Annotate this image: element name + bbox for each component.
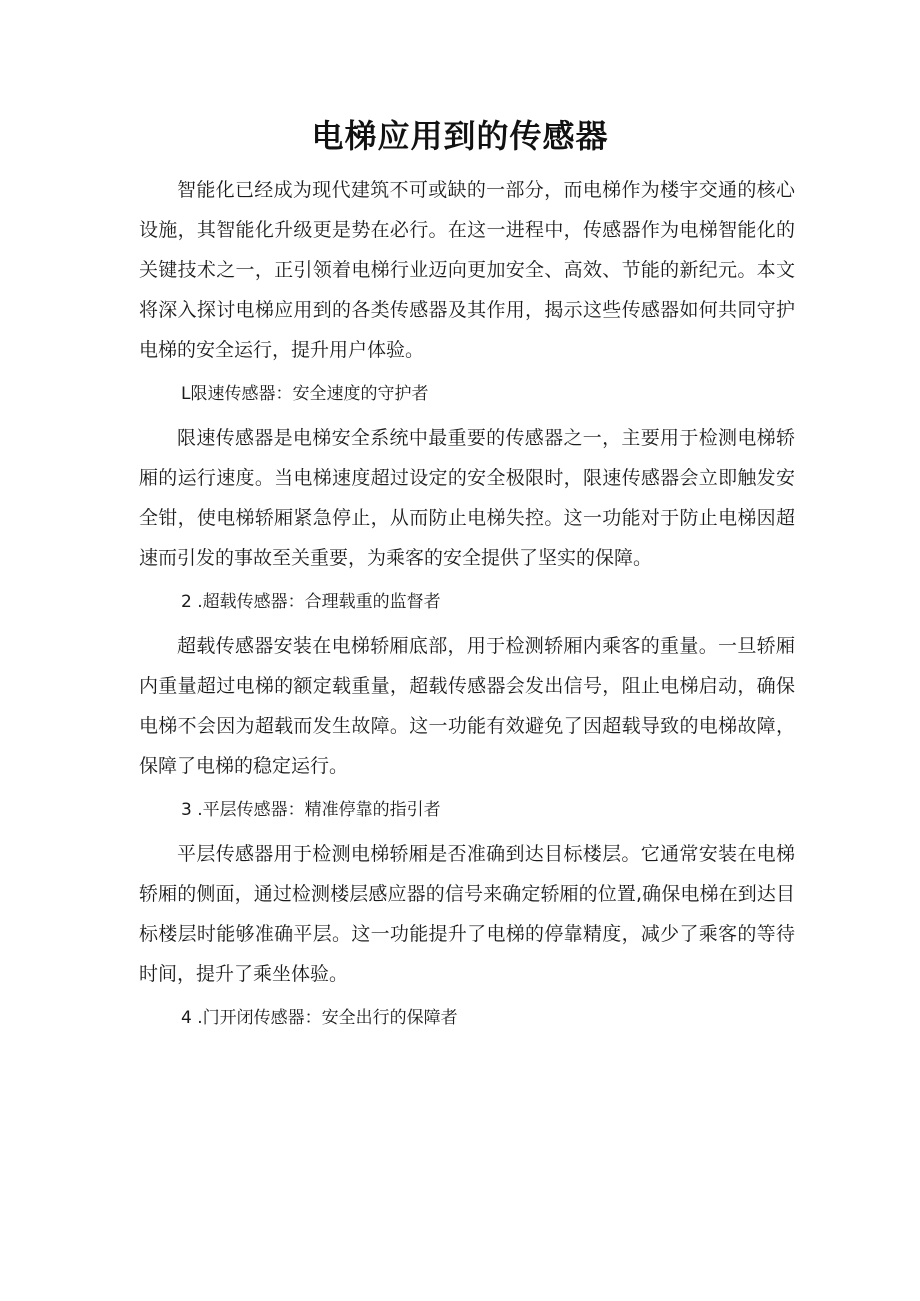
section-heading-leveling: 3 .平层传感器：精准停靠的指引者 [181,800,441,820]
section-heading-speed-limiter: L限速传感器：安全速度的守护者 [181,384,429,404]
section-heading-door: 4 .门开闭传感器：安全出行的保障者 [181,1008,458,1028]
section-body-leveling: 平层传感器用于检测电梯轿厢是否准确到达目标楼层。它通常安装在电梯轿厢的侧面，通过检测楼层感应器的信号来确定轿厢的位置,确保电梯在到达目标楼层时能够准确平层。这一功能提升了电梯的停靠精度，减少了乘客的等待时间，提升了乘坐体验。 [139,843,795,985]
document-title: 电梯应用到的传感器 [311,117,609,155]
section-body-speed-limiter: 限速传感器是电梯安全系统中最重要的传感器之一，主要用于检测电梯轿厢的运行速度。当电梯速度超过设定的安全极限时，限速传感器会立即触发安全钳，使电梯轿厢紧急停止，从而防止电梯失控。这一功能对于防止电梯因超速而引发的事故至关重要，为乘客的安全提供了坚实的保障。 [139,427,795,569]
document-body [139,170,795,1038]
section-heading-overload: 2 .超载传感器：合理载重的监督者 [181,592,441,612]
intro-paragraph: 智能化已经成为现代建筑不可或缺的一部分，而电梯作为楼宇交通的核心设施，其智能化升级更是势在必行。在这一进程中，传感器作为电梯智能化的关键技术之一，正引领着电梯行业迈向更加安全、高效、节能的新纪元。本文将深入探讨电梯应用到的各类传感器及其作用，揭示这些传感器如何共同守护电梯的安全运行，提升用户体验。 [139,179,795,361]
section-body-overload: 超载传感器安装在电梯轿厢底部，用于检测轿厢内乘客的重量。一旦轿厢内重量超过电梯的额定载重量，超载传感器会发出信号，阻止电梯启动，确保电梯不会因为超载而发生故障。这一功能有效避免了因超载导致的电梯故障，保障了电梯的稳定运行。 [139,635,795,777]
